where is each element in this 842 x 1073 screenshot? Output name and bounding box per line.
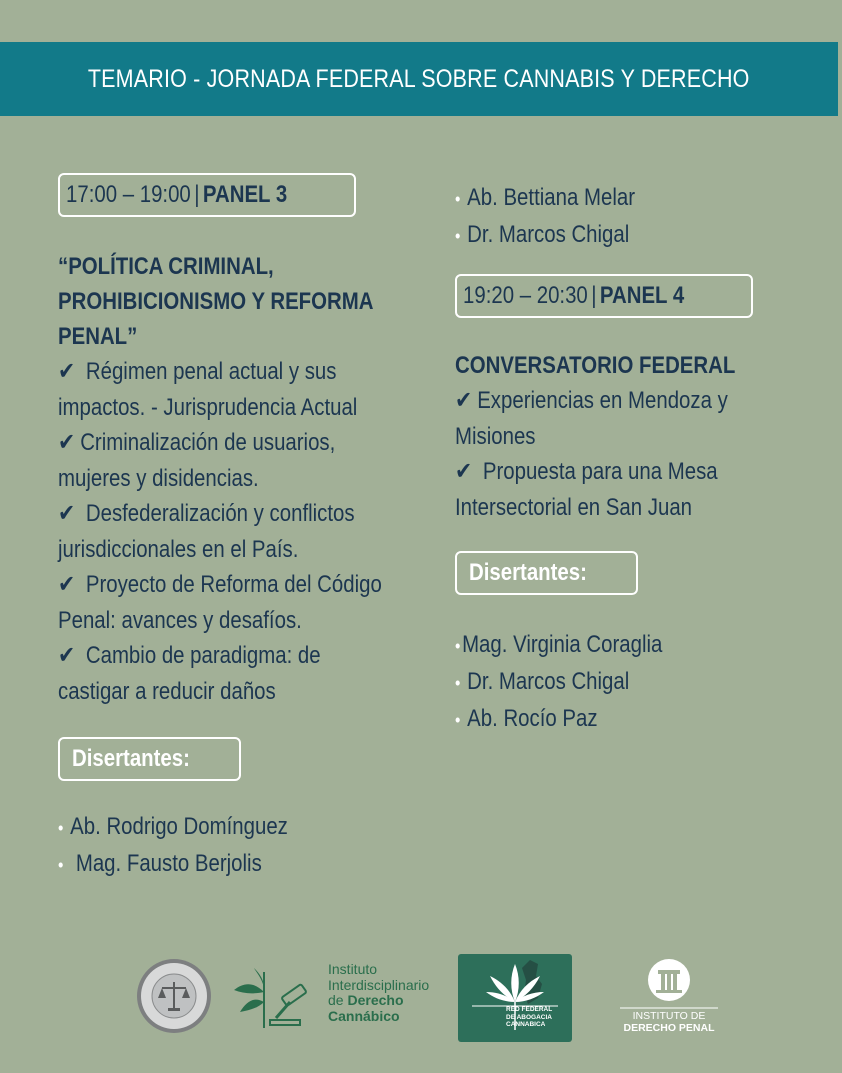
speaker-item: •Mag. Virginia Coraglia: [455, 631, 663, 658]
red-federal-logo: [458, 954, 572, 1042]
panel-3-time-box: 17:00 – 19:00 | PANEL 3: [58, 173, 356, 217]
panel-3-label: PANEL 3: [202, 181, 288, 208]
list-item: ✔ Cambio de paradigma: de: [58, 642, 321, 669]
list-item: castigar a reducir daños: [58, 677, 276, 705]
sponsor-logos: [0, 950, 842, 1050]
bullet-icon: •: [455, 226, 461, 246]
speaker-item: • Dr. Marcos Chigal: [455, 221, 630, 248]
check-icon: ✔: [58, 642, 76, 669]
speaker-item: • Ab. Bettiana Melar: [455, 184, 635, 211]
panel-3-topics: [58, 354, 381, 709]
panel-4-label: PANEL 4: [599, 282, 685, 309]
instituto-derecho-penal-logo: [610, 958, 728, 1042]
list-item: ✔ Propuesta para una Mesa: [455, 458, 718, 485]
derecho-penal-text: INSTITUTO DE DERECHO PENAL: [623, 1010, 715, 1034]
panel-3-title: “POLÍTICA CRIMINAL, PROHIBICIONISMO Y REFORMA PENAL”: [58, 253, 374, 350]
speaker-item: • Ab. Rocío Paz: [455, 705, 598, 732]
check-icon: ✔: [58, 571, 76, 598]
header-banner: [0, 42, 838, 116]
panel-4-column: [455, 180, 825, 738]
panel-3-column: [58, 173, 438, 883]
panel-4-time-box: 19:20 – 20:30 | PANEL 4: [455, 274, 753, 318]
check-icon: ✔: [58, 429, 76, 456]
instituto-cannabico-text: Instituto Interdisciplinario de Derecho Cannábico: [328, 961, 430, 1024]
bullet-icon: •: [58, 818, 64, 838]
list-item: ✔ Desfederalización y conflictos: [58, 500, 355, 527]
check-icon: ✔: [455, 458, 473, 485]
bullet-icon: •: [455, 636, 461, 656]
bullet-icon: •: [455, 673, 461, 693]
speakers-label-box: Disertantes:: [58, 737, 241, 781]
panel-4-speakers: [455, 627, 770, 738]
instituto-cannabico-logo: [230, 962, 445, 1034]
list-item: mujeres y disidencias.: [58, 464, 259, 492]
list-item: ✔ Criminalización de usuarios,: [58, 429, 336, 456]
panel-4-time: 19:20 – 20:30: [463, 282, 588, 309]
panel-4-topics: [455, 383, 770, 525]
list-item: jurisdiccionales en el País.: [58, 535, 299, 563]
list-item: Penal: avances y desafíos.: [58, 606, 302, 634]
speaker-item: • Mag. Fausto Berjolis: [58, 850, 262, 877]
panel-3-speakers: [58, 809, 381, 883]
check-icon: ✔: [58, 500, 76, 527]
list-item: Misiones: [455, 422, 536, 450]
bullet-icon: •: [455, 710, 461, 730]
panel-4-title: CONVERSATORIO FEDERAL: [455, 352, 736, 379]
bullet-icon: •: [58, 855, 64, 875]
speaker-item: • Ab. Rodrigo Domínguez: [58, 813, 288, 840]
speaker-item: • Dr. Marcos Chigal: [455, 668, 630, 695]
speakers-label-box: Disertantes:: [455, 551, 638, 595]
foro-abogados-logo: [136, 958, 212, 1034]
check-icon: ✔: [455, 387, 473, 414]
bullet-icon: •: [455, 189, 461, 209]
panel-3-speakers-continued: [455, 180, 770, 254]
list-item: impactos. - Jurisprudencia Actual: [58, 393, 358, 421]
list-item: ✔ Régimen penal actual y sus: [58, 358, 337, 385]
list-item: ✔ Experiencias en Mendoza y: [455, 387, 728, 414]
panel-3-time: 17:00 – 19:00: [66, 181, 191, 208]
check-icon: ✔: [58, 358, 76, 385]
red-federal-text: RED FEDERAL DE ABOGACIA CANNABICA: [506, 1006, 553, 1028]
page-title: TEMARIO - JORNADA FEDERAL SOBRE CANNABIS Y DERECHO: [88, 64, 750, 93]
list-item: ✔ Proyecto de Reforma del Código: [58, 571, 382, 598]
list-item: Intersectorial en San Juan: [455, 493, 693, 521]
